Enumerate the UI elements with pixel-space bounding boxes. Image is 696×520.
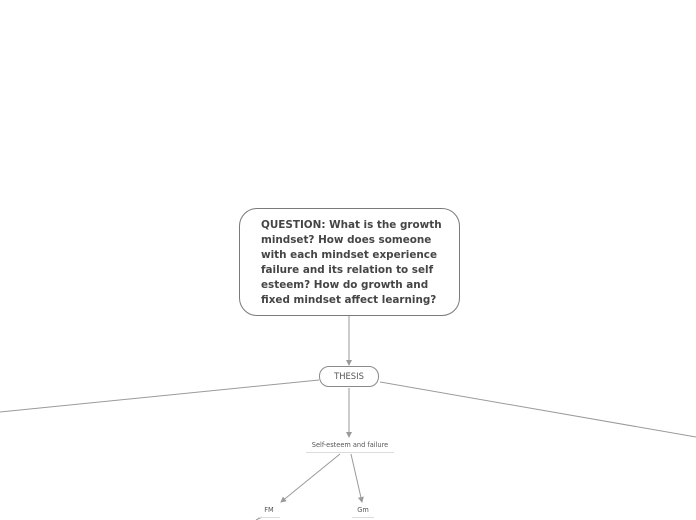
connector-self-esteem-to-fm	[281, 454, 340, 502]
central-topic-question[interactable]	[239, 208, 460, 316]
subtopic-fm[interactable]	[258, 504, 280, 518]
subtopic-fm-label: FM	[264, 506, 274, 514]
subtopic-gm-label: Gm	[357, 506, 369, 514]
central-topic-text: QUESTION: What is the growth mindset? How does someone with each mindset experience failure and its relation to self esteem? How do growth and fixed mindset affect learning?	[261, 219, 442, 306]
connector-self-esteem-to-gm	[351, 454, 362, 502]
connector-thesis-to-left-branch	[0, 380, 319, 412]
subtopic-label: Self-esteem and failure	[311, 441, 389, 449]
subtopic-gm[interactable]	[352, 504, 374, 518]
connector-thesis-to-right-branch	[380, 382, 696, 437]
thesis-topic[interactable]	[319, 366, 379, 387]
subtopic-self-esteem-and-failure[interactable]	[306, 439, 394, 453]
thesis-topic-label: THESIS	[334, 371, 364, 381]
